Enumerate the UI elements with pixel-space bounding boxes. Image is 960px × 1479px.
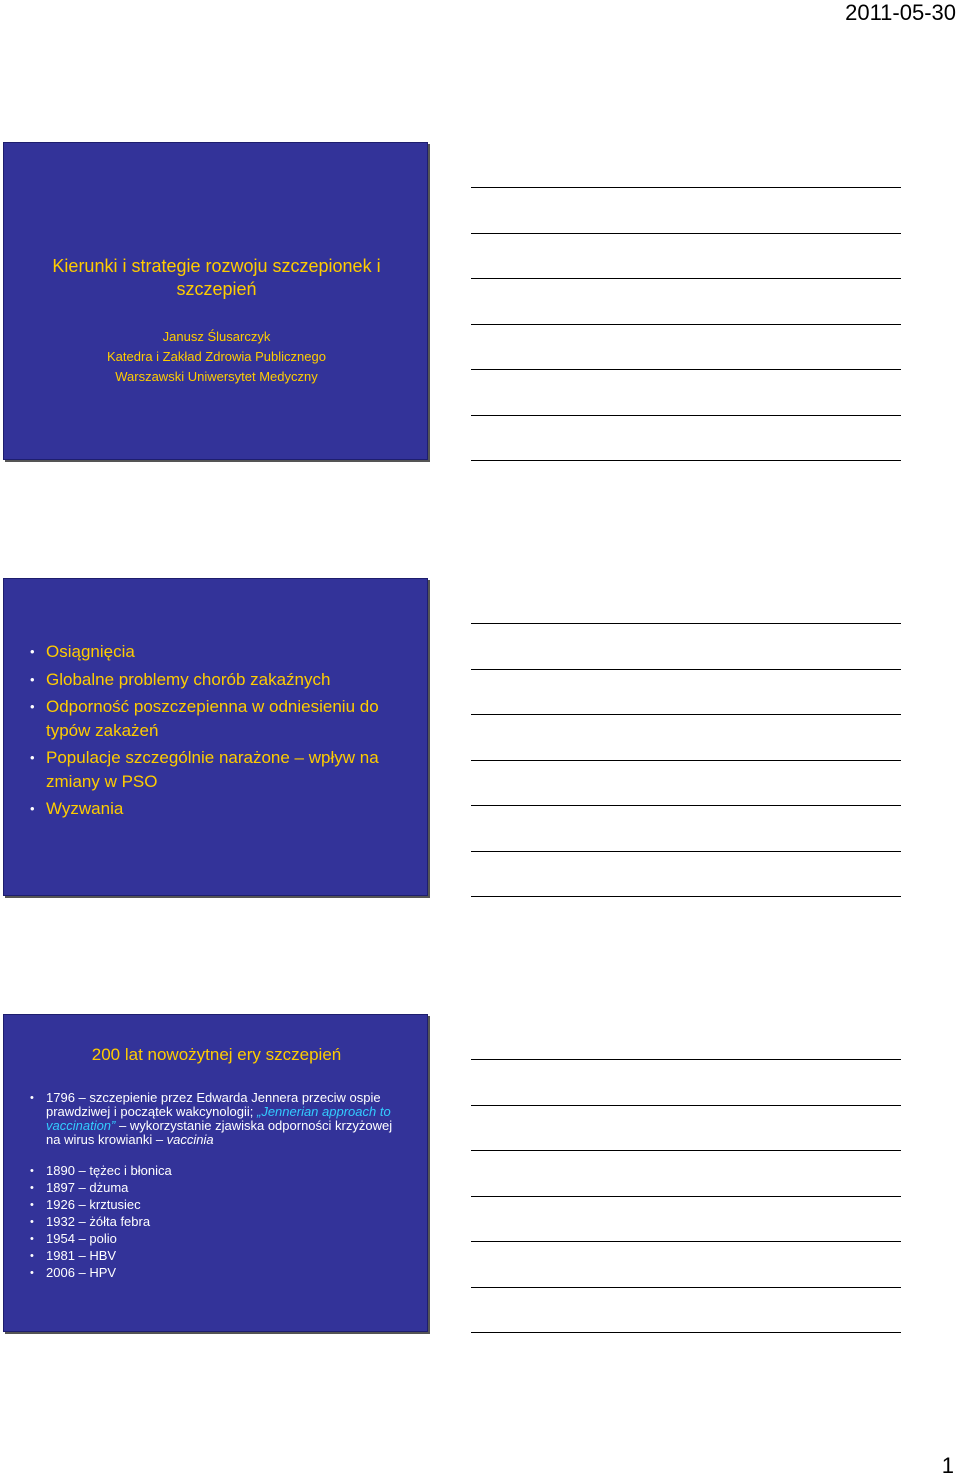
note-line — [471, 1105, 901, 1106]
note-line — [471, 324, 901, 325]
note-line — [471, 851, 901, 852]
note-line — [471, 1332, 901, 1333]
bullet-icon: • — [30, 644, 35, 659]
bullet-icon: • — [30, 750, 35, 765]
bullet-icon: • — [30, 1267, 34, 1279]
slide-1 — [3, 142, 428, 460]
note-line — [471, 233, 901, 234]
slide-1-author-block — [24, 327, 409, 387]
list-item: • 1932 – żółta febra — [30, 1214, 151, 1229]
bullet-icon: • — [30, 1165, 34, 1177]
note-line — [471, 623, 901, 624]
note-line — [471, 415, 901, 416]
list-item: • 1981 – HBV — [30, 1248, 117, 1263]
list-item: • Globalne problemy chorób zakaźnych — [30, 668, 400, 692]
note-line — [471, 187, 901, 188]
list-item: • Odporność poszczepienna w odniesieniu do typów zakażeń — [30, 697, 379, 740]
note-line — [471, 1196, 901, 1197]
list-item: • 1954 – polio — [30, 1231, 117, 1246]
bullet-icon: • — [30, 699, 35, 714]
bullet-icon: • — [30, 801, 35, 816]
list-item: • 2006 – HPV — [30, 1265, 117, 1280]
list-item-1796: • 1796 – szczepienie przez Edwarda Jennera przeciw ospie prawdziwej i początek wakcynologii; „Jennerian approach to vaccination” – wykorzystanie zjawiska odporności krzyżowej na wirus krowianki – vaccinia — [30, 1090, 393, 1147]
bullet-icon: • — [30, 1199, 34, 1211]
note-line — [471, 1241, 901, 1242]
bullet-icon: • — [30, 1182, 34, 1194]
list-item: • Populacje szczególnie narażone – wpływ na zmiany w PSO — [30, 748, 379, 791]
note-line — [471, 760, 901, 761]
note-line — [471, 1287, 901, 1288]
author-name: Janusz Ślusarczyk — [162, 329, 271, 344]
note-line — [471, 669, 901, 670]
jennerian-quote: „Jennerian approach to vaccination” — [46, 1104, 391, 1133]
note-line — [471, 460, 901, 461]
department-name: Katedra i Zakład Zdrowia Publicznego — [107, 349, 326, 364]
note-line — [471, 714, 901, 715]
note-line — [471, 278, 901, 279]
note-line — [471, 896, 901, 897]
slide-3-timeline-list — [30, 1164, 400, 1283]
list-item: • 1897 – dżuma — [30, 1180, 129, 1195]
slide-3-title: 200 lat nowożytnej ery szczepień — [91, 1045, 342, 1064]
list-item: • 1926 – krztusiec — [30, 1197, 141, 1212]
bullet-icon: • — [30, 1216, 34, 1228]
bullet-icon: • — [30, 1092, 34, 1104]
note-line — [471, 805, 901, 806]
bullet-icon: • — [30, 671, 35, 687]
vaccinia-term: vaccinia — [166, 1132, 214, 1147]
slide-2-bullet-list — [30, 640, 400, 825]
bullet-icon: • — [30, 1233, 34, 1245]
note-line — [471, 1150, 901, 1151]
note-line — [471, 369, 901, 370]
list-item: • 1890 – tężec i błonica — [30, 1163, 172, 1178]
university-name: Warszawski Uniwersytet Medyczny — [115, 369, 318, 384]
page-number: 1 — [941, 1453, 954, 1478]
slide-1-title: Kierunki i strategie rozwoju szczepionek i szczepień — [52, 256, 381, 299]
list-item: • Osiągnięcia — [30, 640, 400, 664]
slide-2 — [3, 578, 428, 896]
bullet-icon: • — [30, 1250, 34, 1262]
note-line — [471, 1059, 901, 1060]
page-date: 2011-05-30 — [845, 0, 956, 25]
list-item: • Wyzwania — [30, 797, 400, 821]
slide-3 — [3, 1014, 428, 1332]
